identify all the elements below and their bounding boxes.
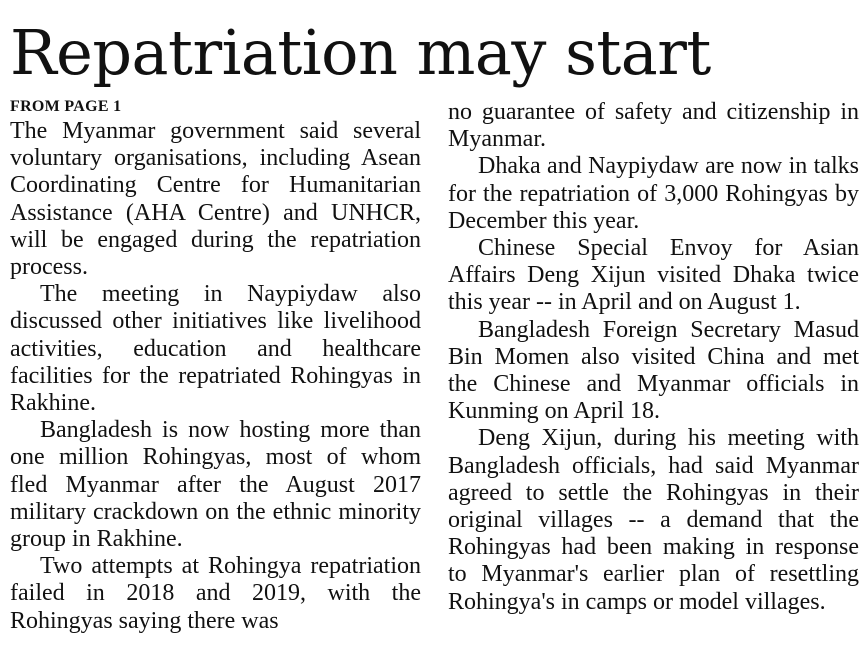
paragraph: Bangladesh Foreign Secretary Masud Bin Momen also visited China and met the Chinese and Myanmar officials in Kunming on April 18.: [448, 316, 859, 425]
paragraph: Bangladesh is now hosting more than one million Rohingyas, most of whom fled Myanmar after the August 2017 military crackdown on the ethnic minority group in Rakhine.: [10, 417, 421, 553]
headline: Repatriation may start: [10, 16, 711, 89]
paragraph-continued: no guarantee of safety and citizenship in Myanmar.: [448, 99, 859, 153]
left-column: [10, 96, 421, 635]
kicker-from-page: FROM PAGE 1: [10, 98, 122, 115]
paragraph: Two attempts at Rohingya repatriation failed in 2018 and 2019, with the Rohingyas saying there was: [10, 553, 421, 634]
paragraph: The meeting in Naypiydaw also discussed other initiatives like livelihood activities, education and healthcare facilities for the repatriated Rohingyas in Rakhine.: [10, 281, 421, 417]
paragraph: Dhaka and Naypiydaw are now in talks for the repatriation of 3,000 Rohingyas by December this year.: [448, 153, 859, 234]
paragraph: Deng Xijun, during his meeting with Bangladesh officials, had said Myanmar agreed to settle the Rohingyas in their original villages -- a demand that the Rohingyas had been making in response to Myanmar's earlier plan of resettling Rohingya's in camps or model villages.: [448, 425, 859, 615]
paragraph: The Myanmar government said several voluntary organisations, including Asean Coordinating Centre for Humanitarian Assistance (AHA Centre) and UNHCR, will be engaged during the repatriation process.: [10, 118, 421, 281]
right-column: [448, 99, 859, 616]
paragraph: Chinese Special Envoy for Asian Affairs Deng Xijun visited Dhaka twice this year -- in April and on August 1.: [448, 235, 859, 316]
